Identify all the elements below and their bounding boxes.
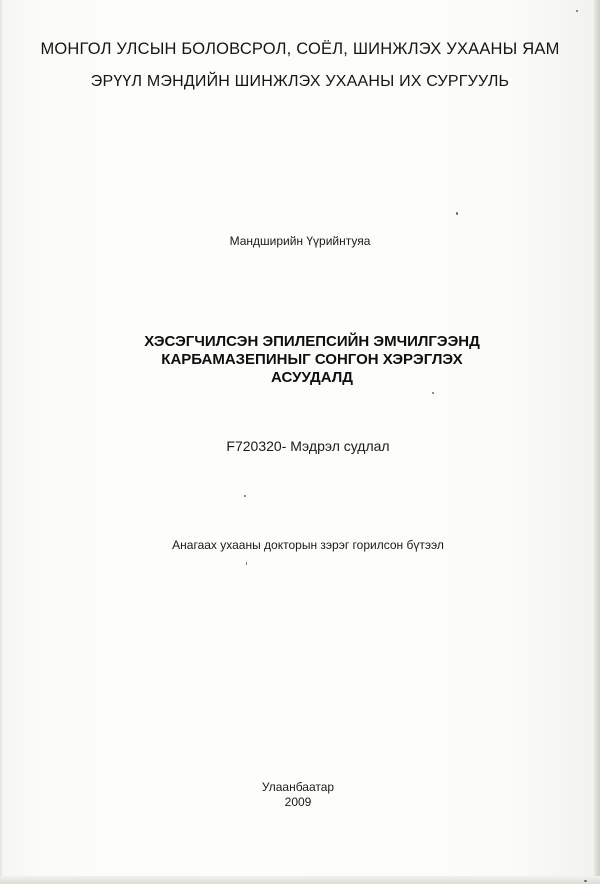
publication-place-year bbox=[0, 780, 598, 810]
university-name: ЭРҮҮЛ МЭНДИЙН ШИНЖЛЭХ УХААНЫ ИХ СУРГУУЛЬ bbox=[90, 73, 510, 90]
degree-statement: Анагаах ухааны докторын зэрэг горилсон бүтээл bbox=[172, 538, 444, 552]
scan-speck bbox=[456, 212, 458, 215]
publication-city: Улаанбаатар bbox=[261, 780, 335, 794]
page-left-edge bbox=[0, 0, 2, 884]
page-bottom-edge bbox=[0, 876, 600, 884]
scan-speck bbox=[584, 880, 587, 882]
scan-speck bbox=[576, 10, 578, 12]
scan-speck bbox=[244, 495, 246, 497]
scan-speck bbox=[246, 562, 247, 565]
thesis-title-line-1: ХЭСЭГЧИЛСЭН ЭПИЛЕПСИЙН ЭМЧИЛГЭЭНД bbox=[144, 333, 480, 350]
scan-speck bbox=[432, 392, 434, 394]
ministry-name: МОНГОЛ УЛСЫН БОЛОВСРОЛ, СОЁЛ, ШИНЖЛЭХ УХААНЫ ЯАМ bbox=[40, 40, 560, 58]
thesis-title-line-3: АСУУДАЛД bbox=[271, 369, 353, 386]
thesis-title-line-2: КАРБАМАЗЕПИНЫГ СОНГОН ХЭРЭГЛЭХ bbox=[161, 351, 463, 368]
thesis-title bbox=[12, 333, 600, 387]
specialty-code: F720320- Мэдрэл судлал bbox=[226, 438, 390, 454]
author-name: Мандширийн Үүрийнтуяа bbox=[229, 234, 371, 248]
publication-year: 2009 bbox=[284, 795, 312, 809]
